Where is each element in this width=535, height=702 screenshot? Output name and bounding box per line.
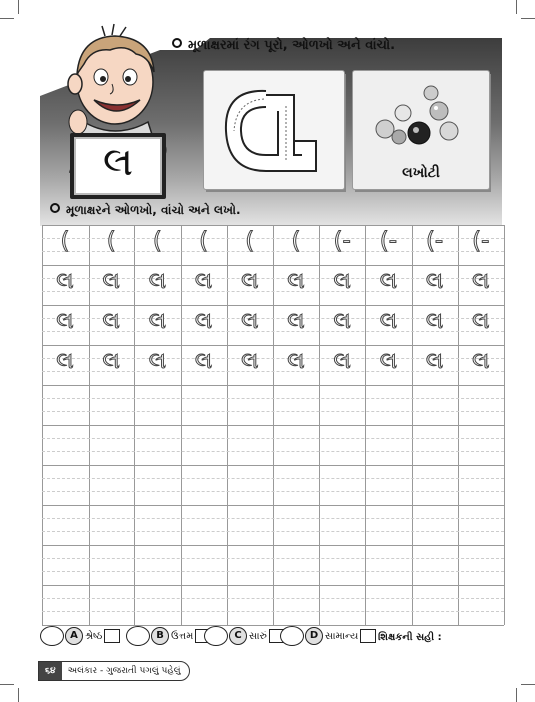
trace-letter: (- [333, 228, 351, 254]
trace-letter: લ [287, 268, 305, 294]
grid-row-line [42, 465, 504, 466]
grid-row-line [42, 345, 504, 346]
grade-checkbox[interactable] [360, 629, 376, 643]
teacher-signature-label: શિક્ષકની સહી : [378, 632, 442, 643]
grade-a [40, 626, 120, 646]
smiley-icon [204, 626, 228, 646]
crop-mark [0, 18, 14, 19]
trace-letter: લ [241, 308, 259, 334]
grid-row-line [42, 425, 504, 426]
bullet-icon [50, 203, 60, 213]
trace-letter: લ [425, 308, 444, 334]
trace-letter: લ [56, 308, 74, 334]
grade-letter: C [229, 627, 247, 645]
grade-c [204, 626, 285, 646]
grid-guide-line [42, 611, 504, 612]
instruction-text: મૂળાક્ષરમાં રંગ પૂરો, ઓળખો અને વાંચો. [188, 38, 396, 53]
grade-letter: B [151, 627, 169, 645]
grade-label: સામાન્ય [325, 630, 359, 642]
grade-d [280, 626, 376, 646]
instruction-heading [50, 203, 241, 218]
trace-letter: લ [472, 268, 490, 294]
outlined-letter-panel [203, 70, 345, 190]
writing-grid [42, 225, 504, 620]
grade-checkbox[interactable] [104, 629, 120, 643]
trace-letter: લ [194, 268, 213, 294]
trace-letter: (- [472, 228, 490, 254]
grid-row-line [42, 305, 504, 306]
grid-guide-line [42, 571, 504, 572]
book-title: અલંકાર - ગુજરાતી પગલું પહેલું [67, 666, 181, 676]
trace-letter: લ [194, 308, 213, 334]
crop-mark [516, 0, 517, 14]
grid-guide-line [42, 398, 504, 399]
trace-letter: ( [199, 228, 209, 254]
grid-row-line [42, 385, 504, 386]
trace-letter: લ [379, 348, 398, 374]
grid-guide-line [42, 598, 504, 599]
page-number: ૬૪ [39, 662, 62, 680]
trace-letter: લ [333, 308, 351, 334]
smiley-icon [126, 626, 150, 646]
trace-letter: લ [194, 348, 213, 374]
grid-guide-line [42, 478, 504, 479]
trace-letter: લ [148, 348, 167, 374]
trace-letter: લ [472, 308, 490, 334]
trace-letter: લ [287, 308, 305, 334]
grade-row [40, 624, 500, 650]
trace-letter: ( [291, 228, 301, 254]
trace-letter: (- [425, 228, 444, 254]
crop-mark [18, 0, 19, 14]
trace-letter: લ [241, 348, 259, 374]
trace-letter: લ [56, 268, 74, 294]
grade-letter: A [65, 627, 83, 645]
grid-guide-line [42, 518, 504, 519]
grid-guide-line [42, 438, 504, 439]
grid-guide-line [42, 411, 504, 412]
grade-label: ઉત્તમ [171, 630, 194, 642]
grade-letter: D [305, 627, 323, 645]
trace-letter: ( [106, 228, 116, 254]
grid-row-line [42, 225, 504, 226]
trace-letter: લ [472, 348, 490, 374]
trace-letter: લ [241, 268, 259, 294]
trace-letter: લ [379, 268, 398, 294]
slate-letter: લ [102, 139, 134, 185]
trace-letter: લ [425, 268, 444, 294]
instruction-heading [172, 38, 395, 53]
grid-guide-line [42, 451, 504, 452]
grid-row-line [42, 505, 504, 506]
crop-mark [521, 18, 535, 19]
grid-row-line [42, 265, 504, 266]
trace-letter: લ [287, 348, 305, 374]
trace-letter: ( [245, 228, 255, 254]
smiley-icon [40, 626, 64, 646]
grade-label: સારું [249, 630, 267, 642]
trace-letter: લ [148, 268, 167, 294]
page-footer [38, 661, 190, 681]
trace-letter: લ [333, 348, 351, 374]
crop-mark [521, 684, 535, 685]
picture-label: લખોટી [402, 165, 440, 181]
grid-guide-line [42, 491, 504, 492]
trace-letter: લ [379, 308, 398, 334]
grade-b [126, 626, 211, 646]
instruction-text: મૂળાક્ષરને ઓળખો, વાંચો અને લખો. [66, 203, 241, 217]
grade-label: શ્રેષ્ઠ [85, 630, 103, 642]
outlined-letter-graphic [204, 71, 344, 189]
crop-mark [516, 688, 517, 702]
trace-letter: (- [379, 228, 398, 254]
grid-row-line [42, 545, 504, 546]
trace-letter: લ [425, 348, 444, 374]
crop-mark [18, 688, 19, 702]
trace-letter: લ [102, 348, 120, 374]
smiley-icon [280, 626, 304, 646]
trace-letter: ( [152, 228, 162, 254]
picture-panel [352, 70, 490, 190]
trace-letter: લ [333, 268, 351, 294]
trace-letter: લ [56, 348, 74, 374]
crop-mark [0, 684, 14, 685]
trace-letter: ( [60, 228, 70, 254]
trace-letter: લ [102, 308, 120, 334]
grid-guide-line [42, 558, 504, 559]
grid-row-line [42, 585, 504, 586]
trace-letter: લ [102, 268, 120, 294]
slate-board [70, 133, 166, 199]
grid-guide-line [42, 531, 504, 532]
trace-letter: લ [148, 308, 167, 334]
